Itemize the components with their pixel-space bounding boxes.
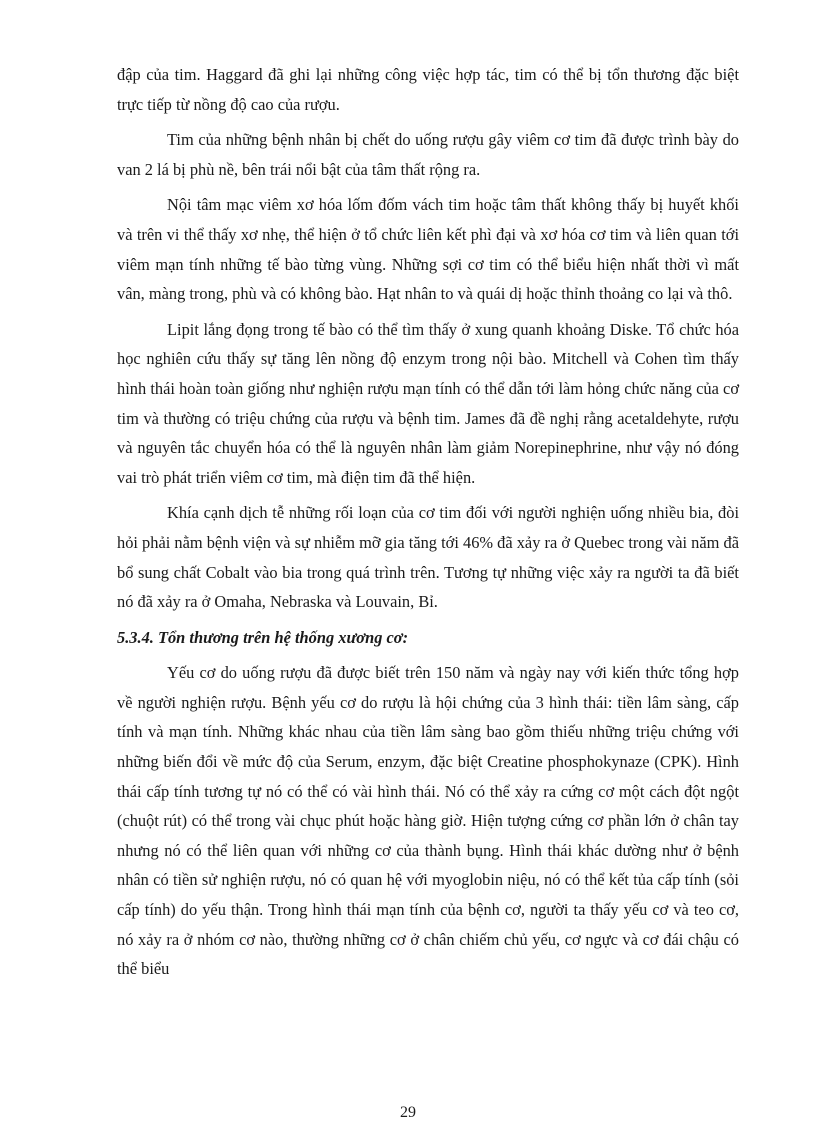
paragraph: đập của tim. Haggard đã ghi lại những công việc hợp tác, tim có thể bị tổn thương đặc biệt trực tiếp từ nồng độ cao của rượu. — [117, 65, 739, 114]
section-heading: 5.3.4. Tổn thương trên hệ thống xương cơ: — [117, 627, 409, 647]
paragraph: Khía cạnh dịch tễ những rối loạn của cơ tim đối với người nghiện uống nhiều bia, đòi hỏi phải nằm bệnh viện và sự nhiễm mỡ gia tăng tới 46% đã xảy ra ở Quebec trong vài năm đã bổ sung chất Cobalt vào bia trong quá trình trên. Tương tự những việc xảy ra người ta đã biết nó đã xảy ra ở Omaha, Nebraska và Louvain, Bỉ. — [117, 503, 739, 612]
paragraph: Yếu cơ do uống rượu đã được biết trên 150 năm và ngày nay với kiến thức tổng hợp về người nghiện rượu. Bệnh yếu cơ do rượu là hội chứng của 3 hình thái: tiền lâm sàng, cấp tính và mạn tính. Những khác nhau của tiền lâm sàng bao gồm thiếu những triệu chứng với những biến đổi về mức độ của Serum, enzym, đặc biệt Creatine phosphokynaze (CPK). Hình thái cấp tính tương tự nó có thể có vài hình thái. Nó có thể xảy ra cứng cơ một cách đột ngột (chuột rút) có thể trong vài chục phút hoặc hàng giờ. Hiện tượng cứng cơ phần lớn ở chân tay nhưng nó có thể liên quan với những cơ của thành bụng. Hình thái khác dường như ở bệnh nhân có tiền sử nghiện rượu, nó có quan hệ với myoglobin niệu, nó có thể kết tủa cấp tính (sỏi cấp tính) do yếu thận. Trong hình thái mạn tính của bệnh cơ, người ta thấy yếu cơ và teo cơ, nó xảy ra ở nhóm cơ nào, thường những cơ ở chân chiếm chủ yếu, cơ ngực và cơ đái chậu có thể biểu — [117, 663, 739, 979]
page-number: 29 — [400, 1104, 416, 1121]
paragraph: Nội tâm mạc viêm xơ hóa lốm đốm vách tim hoặc tâm thất không thấy bị huyết khối và trên vi thể thấy xơ nhẹ, thể hiện ở tổ chức liên kết phì đại và xơ hóa cơ tim và liên quan tới viêm mạn tính những tế bào từng vùng. Những sợi cơ tim có thể biểu hiện nhất thời vì mất vân, màng trong, phù và có không bào. Hạt nhân to và quái dị hoặc thỉnh thoảng co lại và thô. — [117, 195, 739, 304]
page-body — [117, 60, 739, 990]
paragraph: Tim của những bệnh nhân bị chết do uống rượu gây viêm cơ tim đã được trình bày do van 2 lá bị phù nề, bên trái nổi bật của tâm thất rộng ra. — [117, 130, 739, 179]
paragraph: Lipit lắng đọng trong tế bào có thể tìm thấy ở xung quanh khoảng Diske. Tổ chức hóa học nghiên cứu thấy sự tăng lên nồng độ enzym trong nội bào. Mitchell và Cohen tìm thấy hình thái hoàn toàn giống như nghiện rượu mạn tính có thể dẫn tới làm hỏng chức năng của cơ tim và thường có triệu chứng của rượu và bệnh tim. James đã đề nghị rằng acetaldehyte, rượu và nguyên tắc chuyển hóa có thể là nguyên nhân làm giảm Norepinephrine, như vậy nó đóng vai trò phát triển viêm cơ tim, mà điện tim đã thể hiện. — [117, 319, 739, 487]
